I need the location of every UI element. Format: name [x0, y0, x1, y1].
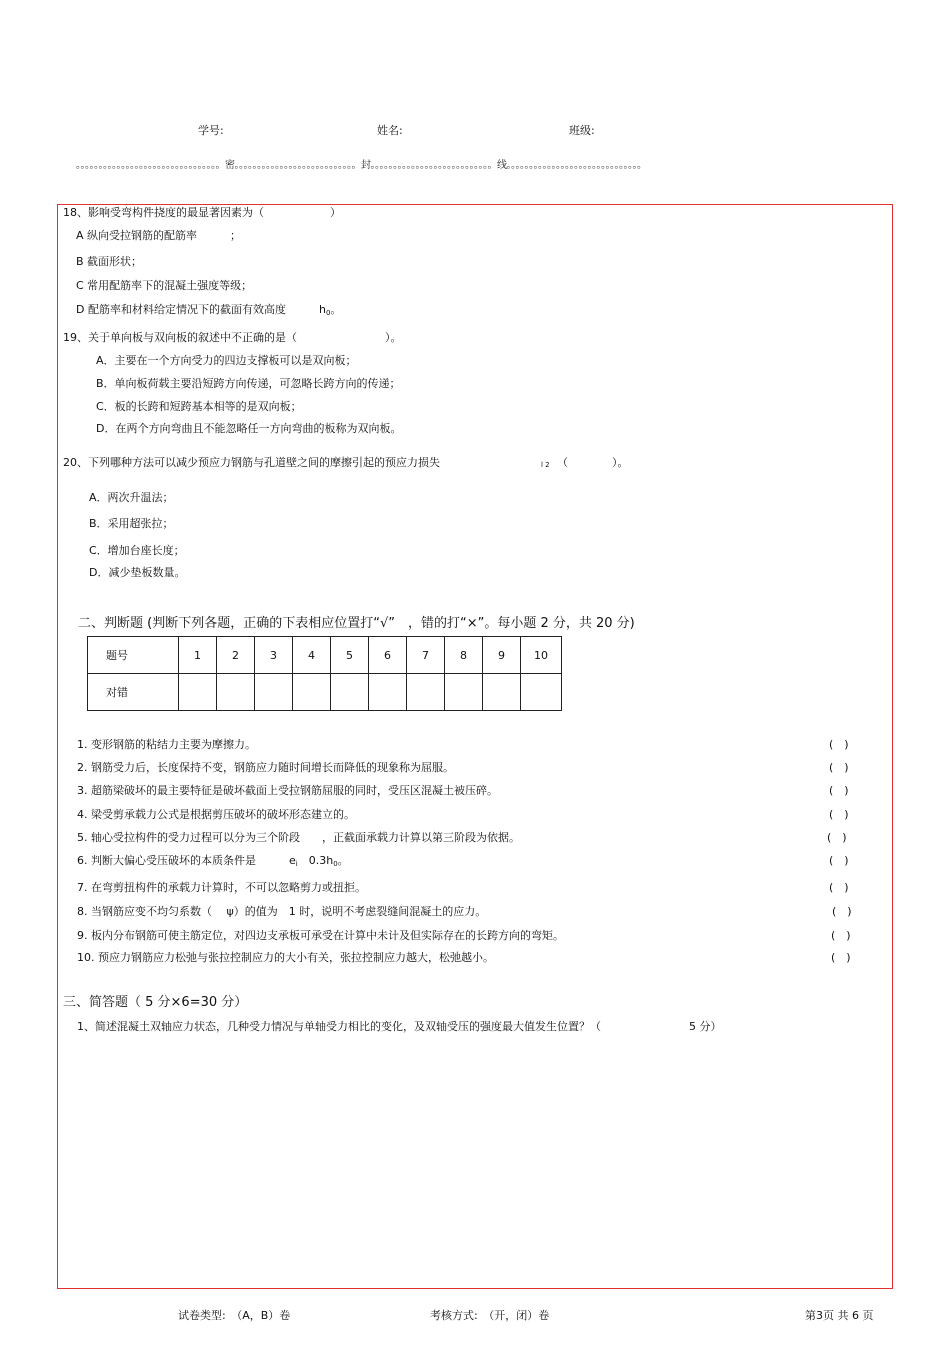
answer-cell[interactable] [407, 674, 445, 711]
answer-paren[interactable]: ( ) [831, 951, 851, 964]
table-number-cell: 4 [293, 637, 331, 674]
class-label: 班级: [569, 124, 595, 137]
section3-title: 三、简答题（ 5 分×6=30 分） [63, 995, 248, 1010]
table-number-cell: 7 [407, 637, 445, 674]
judge-item-8: 8. 当钢筋应变不均匀系数（ ψ）的值为 1 时，说明不考虑裂缝间混凝土的应力。 [77, 905, 487, 918]
q20-subscript: l 2 [541, 461, 550, 469]
answer-paren[interactable]: ( ) [829, 854, 849, 867]
q20-answer-paren: （ ）。 [557, 456, 629, 469]
answer-cell[interactable] [217, 674, 255, 711]
section3-q1: 1、简述混凝土双轴应力状态，几种受力情况与单轴受力相比的变化，及双轴受压的强度最大值发生位置？（ 5 分） [77, 1020, 722, 1033]
judge-item-2: 2. 钢筋受力后，长度保持不变，钢筋应力随时间增长而降低的现象称为屈服。 [77, 761, 454, 774]
table-header-label: 题号 [88, 637, 179, 674]
q18-option-c: C 常用配筋率下的混凝土强度等级； [76, 279, 253, 292]
q19-option-d: D．在两个方向弯曲且不能忽略任一方向弯曲的板称为双向板。 [96, 422, 402, 435]
page-number: 第3页 共 6 页 [805, 1309, 874, 1322]
answer-cell[interactable] [369, 674, 407, 711]
table-row [88, 637, 562, 674]
answer-paren[interactable]: ( ) [829, 784, 849, 797]
answer-cell[interactable] [293, 674, 331, 711]
q20-option-b: B．采用超张拉； [89, 517, 174, 530]
table-number-cell: 5 [331, 637, 369, 674]
answer-cell[interactable] [521, 674, 562, 711]
q20-stem: 20、下列哪种方法可以减少预应力钢筋与孔道壁之间的摩擦引起的预应力损失 [63, 456, 440, 469]
table-number-cell: 8 [445, 637, 483, 674]
q19-stem: 19、关于单向板与双向板的叙述中不正确的是（ ）。 [63, 331, 402, 344]
table-number-cell: 6 [369, 637, 407, 674]
q20-option-d: D．减少垫板数量。 [89, 566, 186, 579]
table-number-cell: 3 [255, 637, 293, 674]
judge-item-4: 4. 梁受剪承载力公式是根据剪压破坏的破坏形态建立的。 [77, 808, 355, 821]
answer-cell[interactable] [179, 674, 217, 711]
table-number-cell: 10 [521, 637, 562, 674]
table-number-cell: 1 [179, 637, 217, 674]
q19-option-b: B．单向板荷载主要沿短跨方向传递，可忽略长跨方向的传递； [96, 377, 401, 390]
table-number-cell: 9 [483, 637, 521, 674]
answer-cell[interactable] [483, 674, 521, 711]
q18-option-b: B 截面形状； [76, 255, 143, 268]
judge-item-9: 9. 板内分布钢筋可使主筋定位，对四边支承板可承受在计算中未计及但实际存在的长跨方向的弯矩。 [77, 929, 564, 942]
answer-paren[interactable]: ( ) [829, 808, 849, 821]
section2-title: 二、判断题 (判断下列各题，正确的下表相应位置打“√” ，错的打“×”。每小题 2 分，共 20 分) [78, 616, 635, 631]
judge-item-5: 5. 轴心受拉构件的受力过程可以分为三个阶段 ，正截面承载力计算以第三阶段为依据。 [77, 831, 520, 844]
answer-paren[interactable]: ( ) [831, 929, 851, 942]
table-row [88, 674, 562, 711]
q19-option-c: C．板的长跨和短跨基本相等的是双向板； [96, 400, 302, 413]
q19-option-a: A．主要在一个方向受力的四边支撑板可以是双向板； [96, 354, 357, 367]
name-label: 姓名: [377, 124, 403, 137]
judge-item-7: 7. 在弯剪扭构件的承载力计算时，不可以忽略剪力或扭拒。 [77, 881, 366, 894]
answer-paren[interactable]: ( ) [829, 881, 849, 894]
answer-paren[interactable]: ( ) [829, 738, 849, 751]
judge-item-1: 1. 变形钢筋的粘结力主要为摩擦力。 [77, 738, 256, 751]
judgement-answer-table [87, 636, 562, 711]
judge-item-3: 3. 超筋梁破坏的最主要特征是破坏截面上受拉钢筋屈服的同时，受压区混凝土被压碎。 [77, 784, 498, 797]
judge-item-6: 6. 判断大偏心受压破坏的本质条件是 $e_i$ $0.3h_0$。 [77, 854, 349, 868]
paper-type: 试卷类型: （A，B）卷 [178, 1309, 291, 1322]
q18-stem: 18、影响受弯构件挠度的最显著因素为（ ） [63, 206, 341, 219]
table-row-label: 对错 [88, 674, 179, 711]
student-id-label: 学号: [198, 124, 224, 137]
answer-paren[interactable]: ( ) [832, 905, 852, 918]
q20-option-c: C．增加台座长度； [89, 544, 185, 557]
answer-paren[interactable]: ( ) [827, 831, 847, 844]
exam-mode: 考核方式: （开，闭）卷 [430, 1309, 550, 1322]
seal-line: 。。。。。。。。。。。。。。。。。。。。。。。。。。。。。。。。密。。。。。。。。。。。。。。。。。。。。。。。。。。。封。。。。。。。。。。。。。。。。。。。。。。。。。。。线。。。。。。。。。。。。。。。。。。。。。。。。。。。。。。 [76, 160, 647, 171]
q20-option-a: A．两次升温法； [89, 491, 174, 504]
table-number-cell: 2 [217, 637, 255, 674]
answer-paren[interactable]: ( ) [829, 761, 849, 774]
answer-cell[interactable] [255, 674, 293, 711]
q18-option-a: A 纵向受拉钢筋的配筋率 ； [76, 229, 242, 242]
answer-cell[interactable] [331, 674, 369, 711]
judge-item-10: 10. 预应力钢筋应力松弛与张拉控制应力的大小有关，张拉控制应力越大，松弛越小。 [77, 951, 494, 964]
answer-cell[interactable] [445, 674, 483, 711]
q18-option-d: D 配筋率和材料给定情况下的截面有效高度 $h_0$。 [76, 303, 342, 317]
